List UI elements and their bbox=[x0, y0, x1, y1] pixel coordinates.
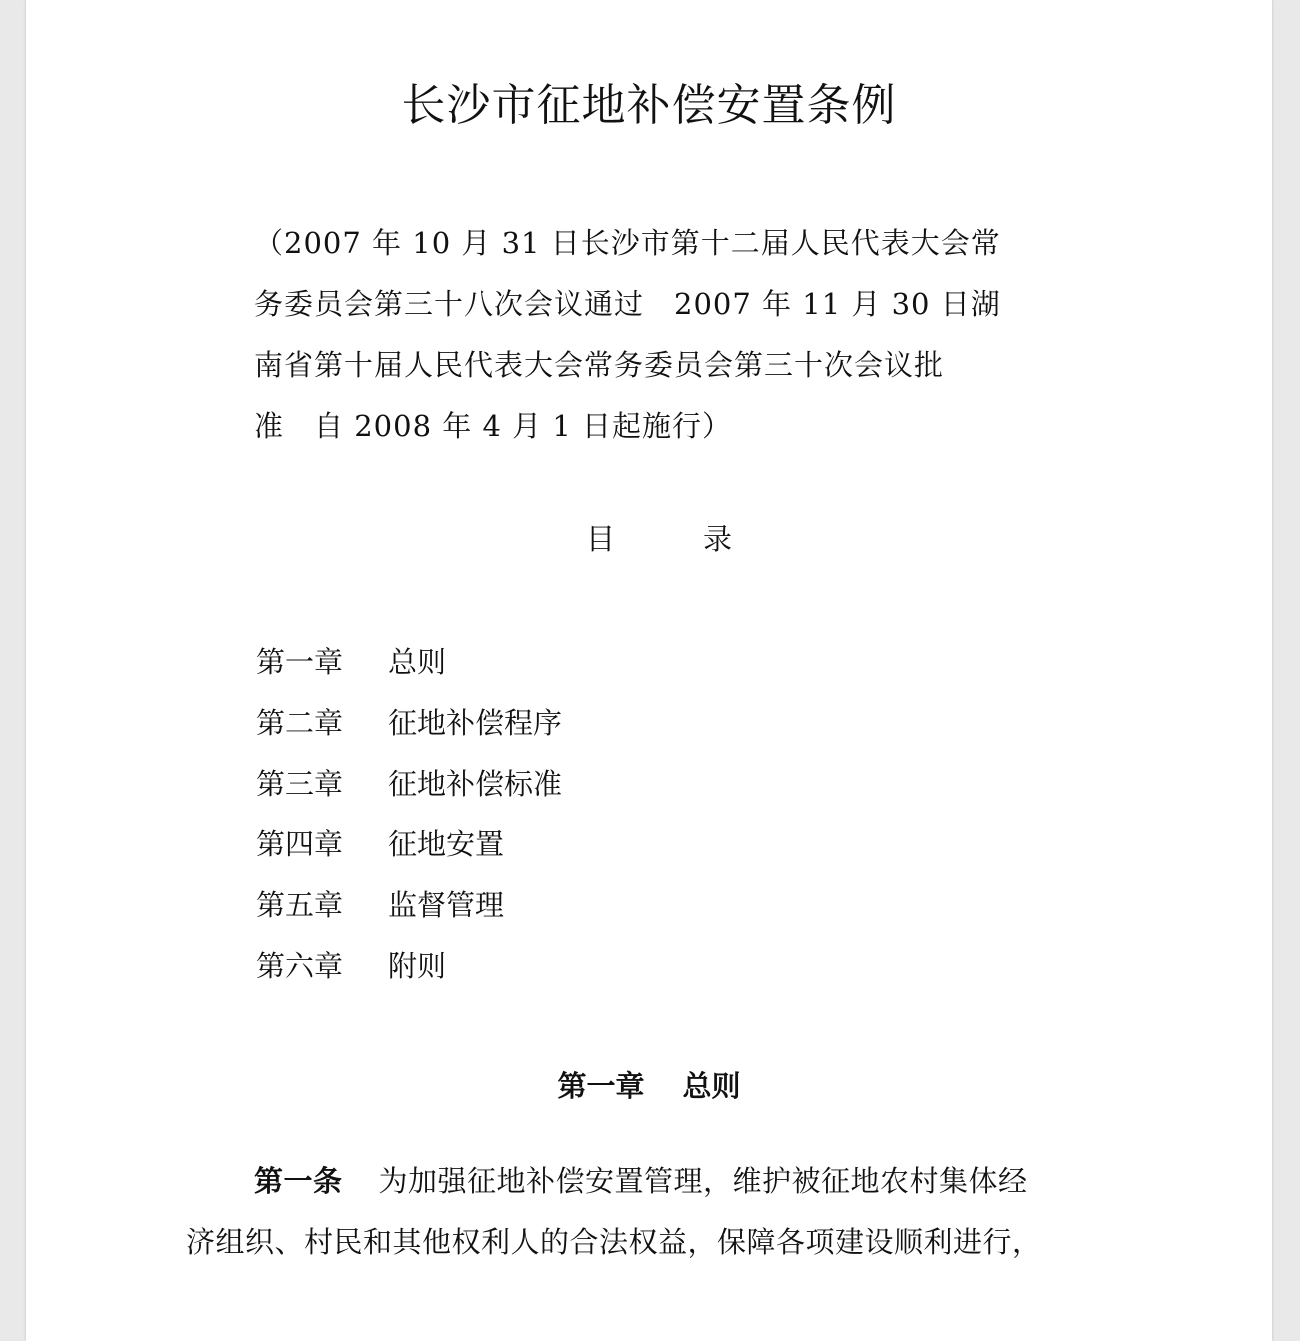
toc-chapter-title: 征地补偿程序 bbox=[388, 705, 563, 740]
toc-chapter-number: 第二章 bbox=[256, 705, 344, 740]
article-line bbox=[186, 1156, 1126, 1217]
document-page bbox=[26, 0, 1272, 1341]
toc-chapter-title: 征地安置 bbox=[388, 827, 505, 862]
article-number: 第一条 bbox=[254, 1164, 343, 1198]
article-line bbox=[186, 1217, 1126, 1278]
chapter-title: 总则 bbox=[682, 1069, 741, 1103]
toc-chapter-title: 征地补偿标准 bbox=[388, 766, 563, 801]
toc-heading-right: 录 bbox=[703, 522, 733, 556]
toc-chapter-title: 附则 bbox=[388, 948, 447, 983]
table-of-contents bbox=[256, 640, 562, 1005]
toc-chapter-title: 总则 bbox=[388, 645, 447, 679]
toc-chapter-number: 第六章 bbox=[256, 948, 344, 983]
chapter-1-heading bbox=[26, 1064, 1272, 1108]
preamble-line: 务委员会第三十八次会议通过 2007 年 11 月 30 日湖 bbox=[254, 287, 1001, 321]
article-text-line-1: 为加强征地补偿安置管理，维护被征地农村集体经 bbox=[378, 1164, 1028, 1198]
toc-chapter-number: 第四章 bbox=[256, 827, 344, 862]
toc-item-chapter-4 bbox=[256, 822, 562, 883]
toc-item-chapter-1 bbox=[256, 640, 562, 701]
toc-heading bbox=[586, 517, 732, 561]
toc-chapter-number: 第三章 bbox=[256, 766, 344, 801]
toc-item-chapter-3 bbox=[256, 762, 562, 823]
preamble-line: 南省第十届人民代表大会常务委员会第三十次会议批 bbox=[254, 348, 945, 382]
toc-chapter-number: 第一章 bbox=[256, 645, 344, 679]
preamble-line: （2007 年 10 月 31 日长沙市第十二届人民代表大会常 bbox=[254, 226, 1001, 260]
toc-item-chapter-5 bbox=[256, 883, 562, 944]
document-title: 长沙市征地补偿安置条例 bbox=[401, 80, 897, 131]
toc-heading-left: 目 bbox=[586, 522, 616, 556]
article-text-line-2: 济组织、村民和其他权利人的合法权益，保障各项建设顺利进行， bbox=[186, 1225, 1042, 1259]
toc-item-chapter-6 bbox=[256, 944, 562, 1005]
toc-item-chapter-2 bbox=[256, 701, 562, 762]
preamble-line: 准 自 2008 年 4 月 1 日起施行） bbox=[254, 409, 733, 443]
article-1 bbox=[186, 1156, 1126, 1278]
toc-chapter-title: 监督管理 bbox=[388, 888, 505, 923]
chapter-number: 第一章 bbox=[557, 1069, 645, 1103]
preamble bbox=[254, 213, 1054, 457]
toc-chapter-number: 第五章 bbox=[256, 888, 344, 923]
